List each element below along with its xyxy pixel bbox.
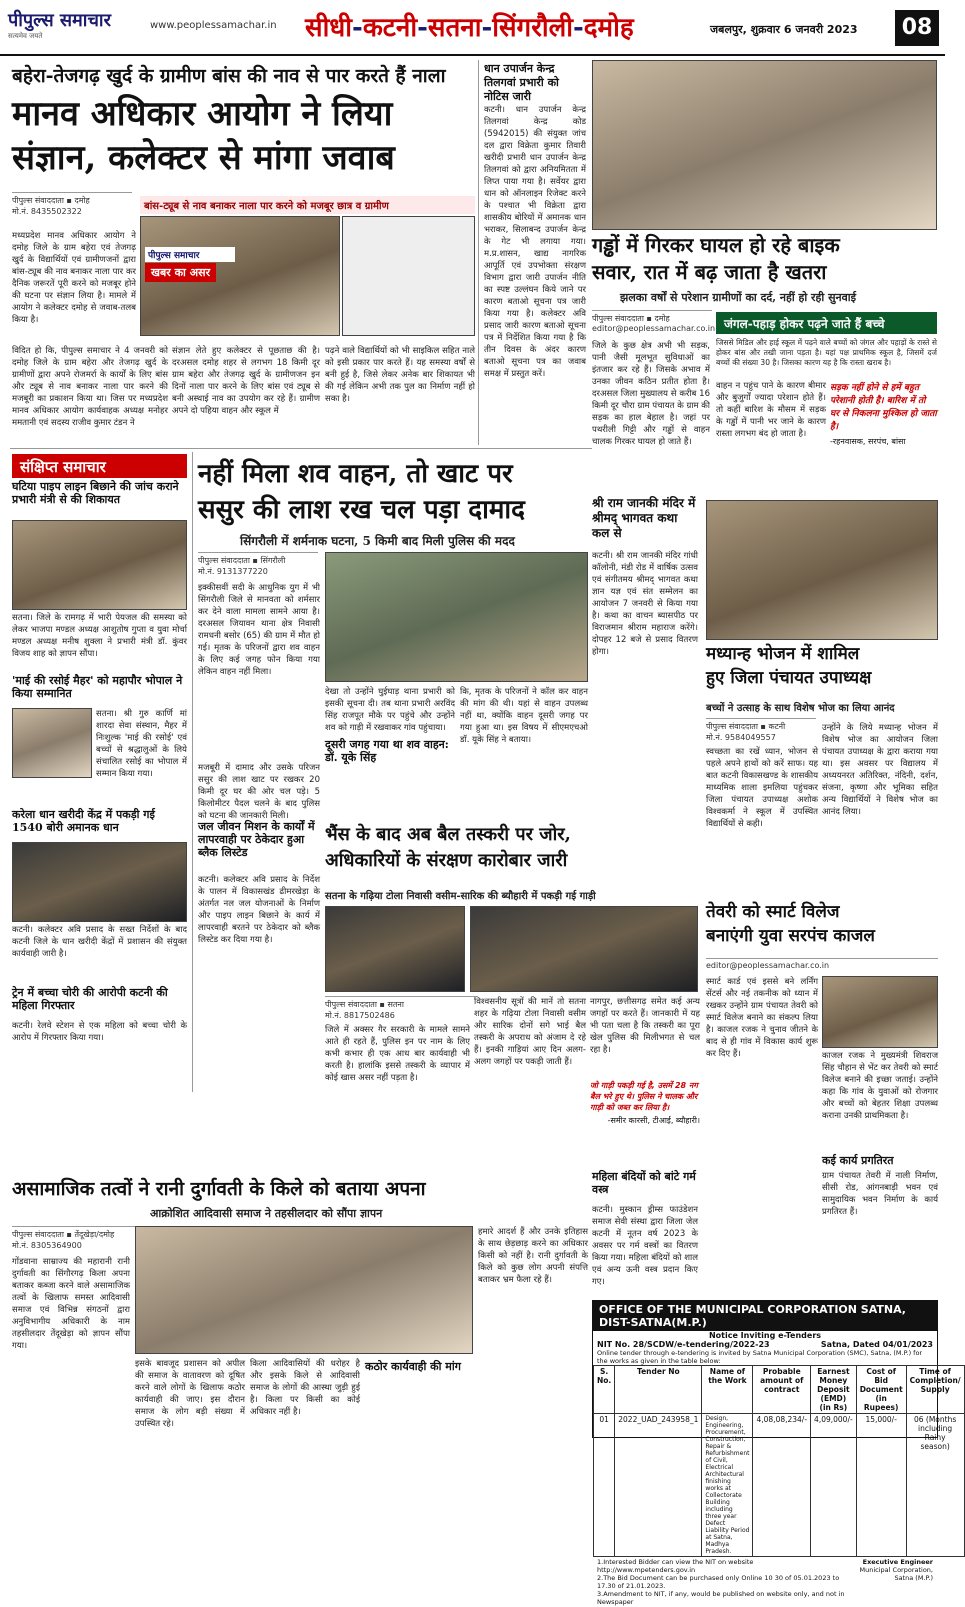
region-katni: कटनी xyxy=(362,13,418,43)
midday-deck: बच्चों ने उत्साह के साथ विशेष भोज का लिया आनंद xyxy=(706,703,895,714)
ox-photo-1 xyxy=(325,906,465,992)
tender-notice xyxy=(592,1300,961,1606)
smart-byline: editor@peoplessamachar.co.in xyxy=(706,958,938,972)
tender-meta xyxy=(593,1340,937,1349)
clip-text-image xyxy=(342,216,475,336)
ox-body-2: विश्वसनीय सूत्रों की मानें तो सतना शहर के गढ़िया टोला निवासी वसीम और सारिक दोनों सगे भाई बैल तस्करी के अपराध को अंजाम दे रहे हैं। इनकी गाड़ियां आए दिन अलग-अलग जगहों पर पकड़ी जाती हैं। xyxy=(474,997,586,1067)
website-link[interactable]: www.peoplessamachar.in xyxy=(150,20,277,31)
brief-body-4: कटनी। रेलवे स्टेशन से एक महिला को बच्चा चोरी के आरोप में गिरफ्तार किया गया। xyxy=(12,1021,187,1043)
ram-body: कटनी। श्री राम जानकी मंदिर गांधी कॉलोनी, मंडी रोड में वार्षिक उत्सव एवं संगीतमय श्रीमद् भागवत कथा ज्ञान यज्ञ एवं संत सम्मेलन का आयोजन 7 जनवरी से किया गया है। कथा का वाचन ब्यासपीठ पर विराजमान श्रीराम महाराज करेंगे। दोपहर 12 बजे से प्रसाद वितरण होगा। xyxy=(592,551,698,657)
smart-subhead: कई कार्य प्रगतिरत xyxy=(822,1154,894,1167)
region-singrauli: सिंगरौली xyxy=(492,13,573,43)
midday-body-1: स्वच्छता का रखें ध्यान, भोजन से पहले अपने हाथों को करें साफ। यह बात कटनी विकासखण्ड के शासकीय माध्यमिक शाला इमलिया पहुंचकर जिला पंचायत उपाध्यक्ष अशोक विश्वकर्मा ने स्कूल में उपस्थित विद्यार्थियों से कही। xyxy=(706,747,818,829)
dateline: जबलपुर, शुक्रवार 6 जनवरी 2023 xyxy=(710,23,858,36)
water-body: कटनी। कलेक्टर अवि प्रसाद के निर्देश के पालन में विकासखंड ढीमरखेड़ा के अंतर्गत नल जल योजनाओं के निर्माण और पाइप लाइन बिछाने के कार्य में लापरवाही बरतने पर ठेकेदार को ब्लैक लिस्टेड कर दिया गया है। xyxy=(198,875,320,945)
potholes-body: जिले के कुछ क्षेत्र अभी भी सड़क, पानी जैसी मूलभूत सुविधाओं का इंतजार कर रहे हैं। जिसके अभाव में उनका जीवन कठिन प्रतीत होता है। दरअसल जिला मुख्यालय से करीब 16 किमी दूर चौरा ग्राम पंचायत के ग्राम की सड़क का हाल बेहाल है। जहां पर पथरीली गिट्टी और गड्ढों से वाहन चालक गिरकर घायल हो जाते हैं। xyxy=(592,341,710,447)
fort-subhead: कठोर कार्यवाही की मांग xyxy=(365,1360,461,1373)
smart-body-3: ग्राम पंचायत तेवरी में नाली निर्माण, सीसी रोड, आंगनबाड़ी भवन एवं सामुदायिक भवन निर्माण के कार्य प्रगतिरत हैं। xyxy=(822,1171,938,1217)
main-story-headline: मानव अधिकार आयोग ने लिया संज्ञान, कलेक्टर से मांगा जवाब xyxy=(12,94,395,178)
midday-headline: मध्यान्ह भोजन में शामिल हुए जिला पंचायत उपाध्यक्ष xyxy=(706,644,872,688)
paddy-body: कटनी। धान उपार्जन केन्द्र तिलगवां केन्द्र कोड (5942015) की संयुक्त जांच दल द्वारा विक्रेता कुमार तिवारी खरीदी प्रभारी धान उपार्जन केन्द्र तिलगवां को द्वारा अनियमितता में लिप्त पाया गया है। सर्वेयर द्वारा धान को ऑनलाइन रिजेक्ट करने के पश्चात भी विक्रेता द्वारा शासकीय बोरियों में अमानक धान भराकर, सिलाबन्द उपार्जन केन्द्र के गेट भी लगाया गया। म.प्र.शासन, खाद्य नागरिक आपूर्ति एवं उपभोक्ता संरक्षण विभाग द्वारा जारी उपार्जन नीति का स्पष्ट उल्लंघन किये जाने पर कारण बताओ सूचना पत्र जारी किया गया है। कलेक्टर अवि प्रसाद जारी कारण बताओ सूचना पत्र में निर्देशित किया गया है कि तीन दिवस के अंदर कारण बताओ सूचना पत्र का जवाब समक्ष में प्रस्तुत करें। xyxy=(484,105,586,379)
tender-notes: 1.Interested Bidder can view the NIT on website http://www.mpetenders.gov.in 2.The Bid Document can be purchased only Online 10 30 of 05.01.2023 to 17.30 of 21.01.2023. 3.Amendment to NIT, if any, would be published on website only, and not in Newspaper xyxy=(597,1558,845,1606)
main-story-byline: पीपुल्स संवाददाता ▪ दमोह मो.नं. 8435502322 xyxy=(12,192,132,220)
hearse-headline: नहीं मिला शव वाहन, तो खाट पर ससुर की लाश रख चल पड़ा दामाद xyxy=(198,459,525,525)
midday-photo xyxy=(706,500,938,640)
ox-caption-credit: -समीर कारसी, टीआई, ब्यौहारी। xyxy=(607,1116,700,1125)
water-headline: जल जीवन मिशन के कार्यों में लापरवाही पर ठेकेदार हुआ ब्लैक लिस्टेड xyxy=(198,820,315,859)
potholes-side-body-2: वाहन न पहुंच पाने के कारण बीमार और बुजुर्गों ज्यादा परेशान होते हैं। तो कहीं बारिश के मौसम में सड़क के गड्ढों में पानी भर जाने के कारण रास्ता लगभग बंद हो जाता है। xyxy=(716,381,826,439)
tender-nit: NIT No. 28/SCDW/e-tendering/2022-23 xyxy=(597,1340,770,1349)
fort-photo xyxy=(135,1226,473,1354)
tender-footer xyxy=(593,1557,937,1607)
hearse-body-3: देखा तो उन्होंने घुईघाड़ थाना प्रभारी को इसकी सूचना दी। तब थाना प्रभारी अरविंद सिंह राजपूत मौके पर पहुंचे और उन्होंने शव को गाड़ी में रखवाकर गांव पहुंचाया। xyxy=(325,687,455,733)
brief-photo-2 xyxy=(12,708,92,778)
hearse-body-1: इक्कीसवीं सदी के आधुनिक युग में भी सिंगरौली जिले से मानवता को शर्मसार कर देने वाला मामला सामने आया है। दरअसल जियावन थाना क्षेत्र निवासी रामधनी बसोर (65) की ग्राम में मौत हो गई। मृतक के परिजनों द्वारा शव वाहन के लिए कई जगह फोन किया गया लेकिन वाहन नहीं मिला। xyxy=(198,583,320,677)
masthead xyxy=(0,0,945,56)
midday-byline: पीपुल्स संवाददाता ▪ कटनी मो.नं. 9584049557 xyxy=(706,718,816,744)
hearse-photo xyxy=(325,552,588,682)
table-row: 01 2022_UAD_243958_1 Design, Engineering, Procurement, Construction, Repair & Refurbishment of Civil, Electrical Architectural finishing works at Collectorate Building including three year Defect Liability Period at Satna, Madhya Pradesh. 4,08,08,234/- 4,09,000/- 15,000/- 06 (Months including Rainy season) xyxy=(594,1414,965,1557)
region-title: सीधी-कटनी-सतना-सिंगरौली-दमोह xyxy=(305,13,634,43)
ram-headline: श्री राम जानकी मंदिर में श्रीमद् भागवत कथा कल से xyxy=(592,496,696,540)
potholes-quote-author: -रहनवासक, सरपंच, बांसा xyxy=(830,437,906,446)
ox-caption: जो गाड़ी पकड़ी गई है, उसमें 28 नग बैल भरे हुए थे। पुलिस ने चालक और गाड़ी को जब्त कर लिया है। xyxy=(590,1081,698,1112)
ox-headline: भैंस के बाद अब बैल तस्करी पर जोर, अधिकारियों के संरक्षण कारोबार जारी xyxy=(325,824,571,871)
smart-photo xyxy=(822,976,938,1048)
column-rule-2 xyxy=(192,452,193,1092)
brief-headline-2: 'माई की रसोई मैहर' को महापौर भोपाल ने किया सम्मानित xyxy=(12,674,183,700)
tender-intro: Online tender through e-tendering is invited by Satna Municipal Corporation (SMC), Satna, (M.P.) for the works as given in the table below: xyxy=(597,1349,923,1365)
potholes-side-body: जिससे मिडिल और हाई स्कूल में पढ़ने वाले बच्चों को जंगल और पहाड़ों के रास्ते से होकर बांस और तखी जाना पड़ता है। यहां पक्ष प्राथमिक स्कूल है, जिसमें दर्ज बच्चों की संख्या 30 है। जिसका कारण यह है कि रास्ता खराब है। xyxy=(716,338,937,367)
ox-body-3: नागपुर, छत्तीसगढ़ समेत कई अन्य जगहों पर करते हैं। जानकारी में यह भी पता चला है कि तस्करी का पूरा खेल पुलिस की मिलीभगत से चल रहा है। xyxy=(590,997,700,1055)
region-damoh: दमोह xyxy=(583,13,634,43)
region-satna: सतना xyxy=(427,13,482,43)
brief-body-1: सतना। जिले के रामगढ़ में भारी पेयजल की समस्या को लेकर भाजपा मण्डल अध्यक्ष आशुतोष गुप्ता व युवा मोर्चा मण्डल अध्यक्ष मनीष शुक्ला ने प्रभारी मंत्री डॉ. कुंवर विजय शाह को ज्ञापन सौंपा। xyxy=(12,613,187,659)
tender-table xyxy=(593,1365,965,1557)
fort-headline: असामाजिक तत्वों ने रानी दुर्गावती के किले को बताया अपना xyxy=(12,1178,426,1200)
midday-body-2: उन्होंने के लिये मध्यान्ह भोजन में विशेष भोज का आयोजन जिला पंचायत उपाध्यक्ष के द्वारा कराया गया था। इस अवसर पर विद्यालय में अध्ययनरत अतिरिक्त, नंदिनी, दर्शन, संजना, कृष्णा और भूमिका सहित अन्य विद्यार्थियों ने विशेष भोज का आनंद लिया। xyxy=(822,723,938,817)
potholes-quote: सड़क नहीं होने से हमें बहुत परेशानी होती है। बारिश में तो घर से निकलना मुश्किल हो जाता है। xyxy=(830,383,937,432)
ox-deck: सतना के गढ़िया टोला निवासी वसीम-सारिक की ब्यौहारी में पकड़ी गई गाड़ी xyxy=(325,891,596,902)
paddy-headline: धान उपार्जन केन्द्र तिलगवां प्रभारी को नोटिस जारी xyxy=(484,62,559,103)
logo-text: पीपुल्स समाचार xyxy=(8,10,111,31)
fort-byline: पीपुल्स संवाददाता ▪ तेंदूखेड़ा/दमोह मो.नं. 8305364900 xyxy=(12,1226,142,1252)
hearse-body-2: मजबूरी में दामाद और उसके परिजन ससुर की लाश खाट पर रखकर 20 किमी दूर घर की ओर चल पड़े। 5 किलोमीटर पैदल चलने के बाद पुलिस को घटना की जानकारी मिली। xyxy=(198,763,320,821)
potholes-deck: झलका वर्षों से परेशान ग्रामीणों का दर्द, नहीं हो रही सुनवाई xyxy=(620,291,856,304)
brief-headline-1: घटिया पाइप लाइन बिछाने की जांच कराने प्रभारी मंत्री से की शिकायत xyxy=(12,480,179,506)
brief-photo-3 xyxy=(12,842,187,922)
brief-headline-3: करेला धान खरीदी केंद्र में पकड़ी गई 1540 बोरी अमानक धान xyxy=(12,808,155,834)
main-story-body-4: पढ़ने वाले विद्यार्थियों को भी साइकिल सहित नाले को इसी प्रकार पार करते हैं। यह समस्या वर्षों से बनी हुई है, जिसे लेकर अनेक बार शिकायत भी की गई लेकिन अभी तक पुल का निर्माण नहीं हो सका है। xyxy=(325,346,475,404)
column-rule xyxy=(478,60,479,445)
section-rule xyxy=(10,448,592,449)
newspaper-logo xyxy=(8,8,148,48)
hearse-subhead: दूसरी जगह गया था शव वाहन: डॉ. यूके सिंह xyxy=(325,738,449,764)
region-sidhi: सीधी xyxy=(305,13,353,43)
smart-body-2: काजल रजक ने मुख्यमंत्री शिवराज सिंह चौहान से भेंट कर तेवरी को स्मार्ट विलेज बनाने की इच्छा जताई। उन्होंने कहा कि गांव के युवाओं को रोजगार और बच्चों को बेहतर शिक्षा उपलब्ध कराना उनकी प्राथमिकता है। xyxy=(822,1051,938,1121)
hearse-deck: सिंगरौली में शर्मनाक घटना, 5 किमी बाद मिली पुलिस की मदद xyxy=(240,534,515,548)
ox-caption-box xyxy=(590,1080,700,1168)
tender-signatory: Executive Engineer Municipal Corporation, Satna (M.P.) xyxy=(859,1558,933,1582)
brief-photo-1 xyxy=(12,520,187,610)
women-body: कटनी। मुस्कान ड्रीम्स फाउंडेशन समाज सेवी संस्था द्वारा जिला जेल कटनी में नूतन वर्ष 2023 के अवसर पर गर्म वस्त्रों का वितरण किया गया। महिला बंदियों को शाल एवं अन्य ऊनी वस्त्र प्रदान किए गए। xyxy=(592,1205,698,1287)
fort-body-3: इसके बावजूद प्रशासन को अपील की समाज के वातावरण को दूषित करने वाले लोगों के खिलाफ कठोर कार्यवाही की जाए। इस दौरान समाज के लोग बड़ी संख्या में उपस्थित रहे। xyxy=(135,1359,245,1429)
main-story-body-1: मध्यप्रदेश मानव अधिकार आयोग ने दमोह जिले के ग्राम बहेरा एवं तेजगढ़ खुर्द के विद्यार्थियों एवं ग्रामीणजनों द्वारा बांस-ट्यूब की नाव बनाकर नाला पार कर दैनिक जरूरतें पूरी करने को मजबूर होने की घटना पर संज्ञान लिया है। मामले में आयोग ने कलेक्टर दमोह से जवाब-तलब किया है। xyxy=(12,231,136,325)
fort-body-2: हमारे आदर्श हैं और उनके इतिहास के साथ छेड़छाड़ करने का अधिकार किसी को नहीं है। रानी दुर्गावती के किले को कुछ लोग अपनी संपत्ति बताकर भ्रम फैला रहे हैं। xyxy=(478,1227,588,1285)
tender-subtitle: Notice Inviting e-Tenders xyxy=(708,1331,822,1340)
page-number: 08 xyxy=(895,10,939,46)
brief-body-3: कटनी। कलेक्टर अवि प्रसाद के सख्त निर्देशों के बाद कटनी जिले के धान खरीदी केंद्रों में प्रशासन की संयुक्त कार्यवाही जारी है। xyxy=(12,925,187,959)
hearse-body-4: कि, मृतक के परिजनों ने कॉल कर वाहन की मांग की थी। यहां से वाहन उपलब्ध नहीं था, क्योंकि वाहन दूसरी जगह पर गया हुआ था। इस विषय में सीएमएचओ डॉ. यूके सिंह ने बताया। xyxy=(460,687,588,745)
tender-table-header: S. No. Tender No Name of the Work Probable amount of contract Earnest Money Deposit (EMD) (in Rs) Cost of Bid Document (in Rupees) Time of Completion/ Supply xyxy=(594,1366,965,1414)
fort-body-1: गोंडवाना साम्राज्य की महारानी रानी दुर्गावती का सिंगौरगढ़ किला अपना बताकर कब्जा करने वाले असामाजिक तत्वों के खिलाफ समस्त आदिवासी समाज एवं विभिन्न संगठनों द्वारा अनुविभागीय अधिकारी के नाम तहसीलदार तेंदूखेड़ा को ज्ञापन सौंपा गया। xyxy=(12,1257,130,1351)
tender-title: OFFICE OF THE MUNICIPAL CORPORATION SATNA, DIST-SATNA(M.P.) xyxy=(593,1301,937,1331)
fort-deck: आक्रोशित आदिवासी समाज ने तहसीलदार को सौंपा ज्ञापन xyxy=(150,1207,383,1220)
smart-body-1: स्मार्ट कार्ड एवं इससे बने लर्निंग सेंटर्स और नई तकनीक को ध्यान में रखकर उन्होंने ग्राम पंचायत तेवरी को स्मार्ट विलेज बनाने का संकल्प लिया है। काजल रजक ने चुनाव जीतने के बाद से ही गांव में विकास कार्य शुरू कर दिए हैं। xyxy=(706,977,818,1059)
potholes-side-bar: जंगल-पहाड़ होकर पढ़ने जाते हैं बच्चे xyxy=(716,312,937,334)
ox-photo-2 xyxy=(470,906,698,992)
potholes-quote-box xyxy=(830,380,937,490)
women-headline: महिला बंदियों को बांटे गर्म वस्त्र xyxy=(592,1170,696,1196)
logo-tagline: सत्यमेव जयते xyxy=(8,32,43,40)
potholes-photo xyxy=(592,60,937,230)
ox-byline: पीपुल्स संवाददाता ▪ सतना मो.नं. 8817502486 xyxy=(325,996,475,1022)
clip-badge: खबर का असर xyxy=(145,263,216,282)
brief-headline-4: ट्रेन में बच्चा चोरी की आरोपी कटनी की महिला गिरफ्तार xyxy=(12,986,168,1012)
tender-date: Satna, Dated 04/01/2023 xyxy=(820,1340,933,1349)
hearse-byline: पीपुल्स संवाददाता ▪ सिंगरौली मो.नं. 9131377220 xyxy=(198,552,318,578)
fort-body-4: किला आदिवासियों की धरोहर है और इसके किले से आदिवासी समाज के लोगों की आस्था जुड़ी हुई है। किला पर किसी का कोई अधिकार नहीं है। xyxy=(250,1359,360,1417)
clip-caption: बांस-ट्यूब से नाव बनाकर नाला पार करने को मजबूर छात्र व ग्रामीण xyxy=(140,196,475,214)
ox-body-1: जिले में अक्सर गैर सरकारी के मामले सामने आते ही रहते हैं, पुलिस इन पर नाम के लिए कभी कभार ही एक आध बार कार्यवाही भी करती है। हालांकि इससे तस्करी के व्यापार में कोई खास असर नहीं पड़ता है। xyxy=(325,1025,470,1083)
clip-photo xyxy=(140,216,340,336)
main-story-body-3: संज्ञान लेते हुए कलेक्टर से पूछताछ की है। दरअसल दमोह शहर से लगभग 18 किमी दूर ग्राम बहेरा और तेजगढ़ खुर्द के ग्रामीणजन इन दिनों नाला पार करने के लिए बांस एवं ट्यूब से बनी अस्थाई नाव का उपयोग कर रहे हैं। ग्रामीण अपने दो पहिया वाहन और स्कूल में xyxy=(172,346,320,416)
brief-body-2: सतना। श्री गुरु कार्णि मां शारदा सेवा संस्थान, मैहर में निःशुल्क 'माई की रसोई' एवं बच्चों से श्रद्धालुओं के लिये संचालित रसोई का भोपाल में सम्मान किया गया। xyxy=(96,709,187,779)
main-story-body-2: विदित हो कि, पीपुल्स समाचार ने 4 जनवरी को दमोह जिले के ग्राम बहेरा और तेजगढ़ खुर्द के ग्रामीणों द्वारा अपने रोजमर्रा के कार्यों के लिए बांस और ट्यूब से नाव बनाकर नाला पार करने की मजबूरी का प्रकाशन किया था। जिस पर मध्यप्रदेश मानव अधिकार आयोग कार्यवाहक अध्यक्ष मनोहर ममतानी एवं सदस्य राजीव कुमार टंडन ने xyxy=(12,346,168,428)
main-story-kicker: बहेरा-तेजगढ़ खुर्द के ग्रामीण बांस की नाव से पार करते हैं नाला xyxy=(12,65,446,87)
potholes-headline: गड्ढों में गिरकर घायल हो रहे बाइक सवार, रात में बढ़ जाता है खतरा xyxy=(592,233,840,284)
potholes-byline: पीपुल्स संवाददाता ▪ दमोह editor@peoplessamachar.co.in xyxy=(592,310,712,336)
clip-logo: पीपुल्स समाचार xyxy=(145,247,235,262)
smart-headline: तेवरी को स्मार्ट विलेज बनाएंगी युवा सरपंच काजल xyxy=(706,902,875,946)
brief-news-bar: संक्षिप्त समाचार xyxy=(12,454,187,478)
